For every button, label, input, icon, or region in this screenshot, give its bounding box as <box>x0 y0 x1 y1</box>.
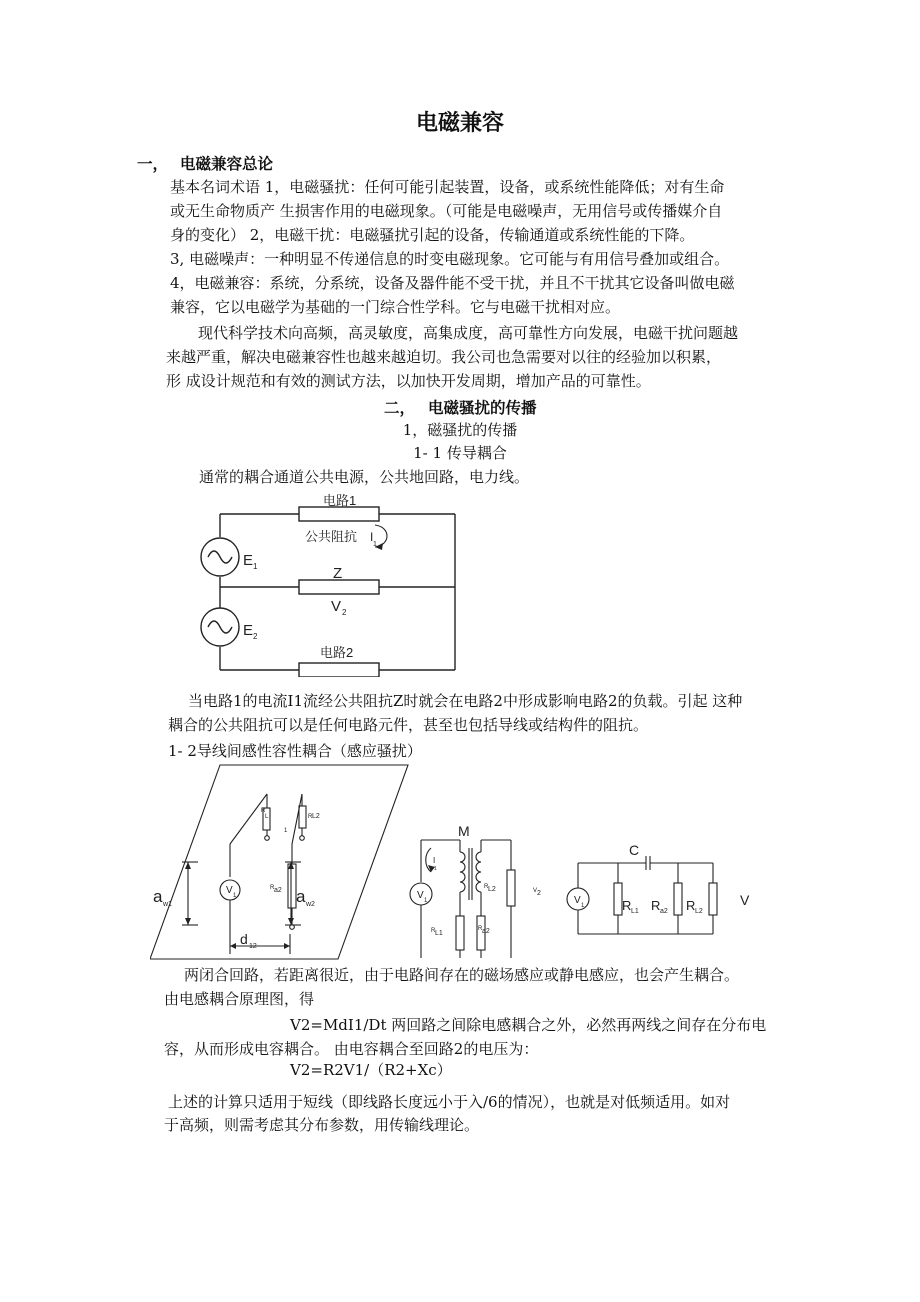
ra2-subscript: a2 <box>274 887 282 894</box>
d12-label: d <box>240 931 248 947</box>
inductive-coupling-figure <box>406 818 556 964</box>
v2-subscript: 2 <box>342 608 347 617</box>
rl2-subscript: L2 <box>312 813 320 820</box>
rl1-label: R <box>431 928 436 934</box>
subheading-1-2: 1- 2导线间感性容性耦合（感应骚扰） <box>168 742 422 760</box>
rl2-subscript: L2 <box>488 886 496 893</box>
current-subscript: 1 <box>373 541 377 548</box>
section1-line-4: 3, 电磁噪声：一种明显不传递信息的时变电磁现象。它可能与有用信号叠加或组合。 <box>170 250 730 268</box>
section1-line-5: 4，电磁兼容：系统，分系统，设备及器件能不受干扰，并且不干扰其它设备叫做电磁 <box>170 274 735 292</box>
aw2-label: a <box>296 887 306 906</box>
one-label: 1 <box>284 828 288 834</box>
fig2-paragraph-line-2: 由电感耦合原理图，得 <box>164 990 315 1008</box>
section1-line-3: 身的变化） 2，电磁干扰：电磁骚扰引起的设备，传输通道或系统性能的下降。 <box>170 226 695 244</box>
aw1-label: a <box>153 887 163 906</box>
e1-label: E <box>243 552 254 569</box>
conduction-paths-line: 通常的耦合通道公共电源，公共地回路，电力线。 <box>199 468 530 486</box>
v1-label: V <box>417 890 424 901</box>
v2-label: V <box>331 598 342 615</box>
d12-subscript: 12 <box>249 943 257 950</box>
rl1-subscript: L1 <box>435 930 443 937</box>
common-impedance-figure <box>195 487 465 677</box>
section1-line-1: 基本名词术语 1，电磁骚扰：任何可能引起装置，设备，或系统性能降低；对有生命 <box>170 178 725 196</box>
common-impedance-label: 公共阻抗 <box>305 529 358 544</box>
capacitor-label: C <box>629 842 640 858</box>
current-label: I <box>370 530 374 544</box>
fig2-paragraph-line-1: 两闭合回路，若距离很近，由于电路间存在的磁场感应或静电感应，也会产生耦合。 <box>184 966 740 984</box>
circuit1-label: 电路1 <box>323 493 357 508</box>
rl-subscript: L <box>265 814 269 820</box>
e2-subscript: 2 <box>253 632 258 641</box>
fig1-paragraph-line-1: 当电路1的电流I1流经公共阻抗Z时就会在电路2中形成影响电路2的负载。引起 这种 <box>188 692 743 710</box>
rl1-subscript: L1 <box>631 908 639 915</box>
v1-subscript: 1 <box>581 903 585 909</box>
v2-subscript: 2 <box>537 890 541 897</box>
aw2-subscript: w2 <box>306 901 315 908</box>
v1-source-subscript: 1 <box>233 893 237 899</box>
v-output-label: V <box>740 892 750 908</box>
parallel-wires-figure <box>150 762 412 962</box>
page-title: 电磁兼容 <box>415 111 504 136</box>
section2-heading: 电磁骚扰的传播 <box>428 399 537 417</box>
section1-line-8: 来越严重，解决电磁兼容性也越来越迫切。我公司也急需要对以往的经验加以积累， <box>166 348 722 366</box>
z-label: Z <box>333 565 343 582</box>
final-paragraph-line-2: 于高频，则需考虑其分布参数，用传输线理论。 <box>164 1116 480 1134</box>
v1-label: V <box>574 895 581 906</box>
final-paragraph-line-1: 上述的计算只适用于短线（即线路长度远小于入/6的情况），也就是对低频适用。如对 <box>168 1093 731 1111</box>
rl2-label: R <box>308 814 313 820</box>
mutual-inductance-label: M <box>458 823 470 839</box>
ra2-subscript: a2 <box>660 908 668 915</box>
fig1-paragraph-line-2: 耦合的公共阻抗可以是任何电路元件，甚至也包括导线或结构件的阻抗。 <box>168 716 649 734</box>
section1-line-9: 形 成设计规范和有效的测试方法，以加快开发周期，增加产品的可靠性。 <box>166 372 651 390</box>
section1-line-2: 或无生命物质产 生损害作用的电磁现象。（可能是电磁噪声，无用信号或传播媒介自 <box>170 202 723 220</box>
rl2-label: R <box>484 884 489 890</box>
section1-heading-number: 一， <box>137 155 169 173</box>
rl2-subscript: L2 <box>695 908 703 915</box>
e2-label: E <box>243 622 254 639</box>
ra2-subscript: a2 <box>482 928 490 935</box>
ra2-label: R <box>651 898 661 913</box>
capacitive-coupling-figure <box>566 840 766 940</box>
rl-label: R <box>261 808 266 814</box>
fig2-paragraph-line-3: V2=MdI1/Dt 两回路之间除电感耦合之外，必然再两线之间存在分布电 <box>290 1016 767 1034</box>
circuit2-label: 电路2 <box>320 645 354 660</box>
section2-heading-number: 二， <box>384 399 416 417</box>
i1-subscript: 1 <box>434 866 437 872</box>
capacitive-voltage-formula: V2=R2V1/（R2+Xc） <box>290 1061 452 1079</box>
section1-heading: 电磁兼容总论 <box>180 155 274 173</box>
aw1-subscript: w1 <box>163 901 172 908</box>
subheading-1-1: 1- 1 传导耦合 <box>413 444 507 462</box>
v1-source-label: V <box>226 885 233 896</box>
ra2-label: R <box>478 926 483 932</box>
section1-line-6: 兼容，它以电磁学为基础的一门综合性学科。它与电磁干扰相对应。 <box>170 298 621 316</box>
fig2-paragraph-line-4: 容，从而形成电容耦合。 由电容耦合至回路2的电压为： <box>164 1040 539 1058</box>
rl2-label: R <box>686 898 696 913</box>
v2-label: V <box>533 888 538 894</box>
subheading-1: 1，磁骚扰的传播 <box>402 421 518 439</box>
ra2-label: R <box>270 885 275 891</box>
rl1-label: R <box>622 898 632 913</box>
i1-label: I <box>433 856 436 865</box>
v1-subscript: 1 <box>424 898 428 904</box>
e1-subscript: 1 <box>253 562 258 571</box>
section1-line-7: 现代科学技术向高频，高灵敏度，高集成度，高可靠性方向发展，电磁干扰问题越 <box>198 324 739 342</box>
